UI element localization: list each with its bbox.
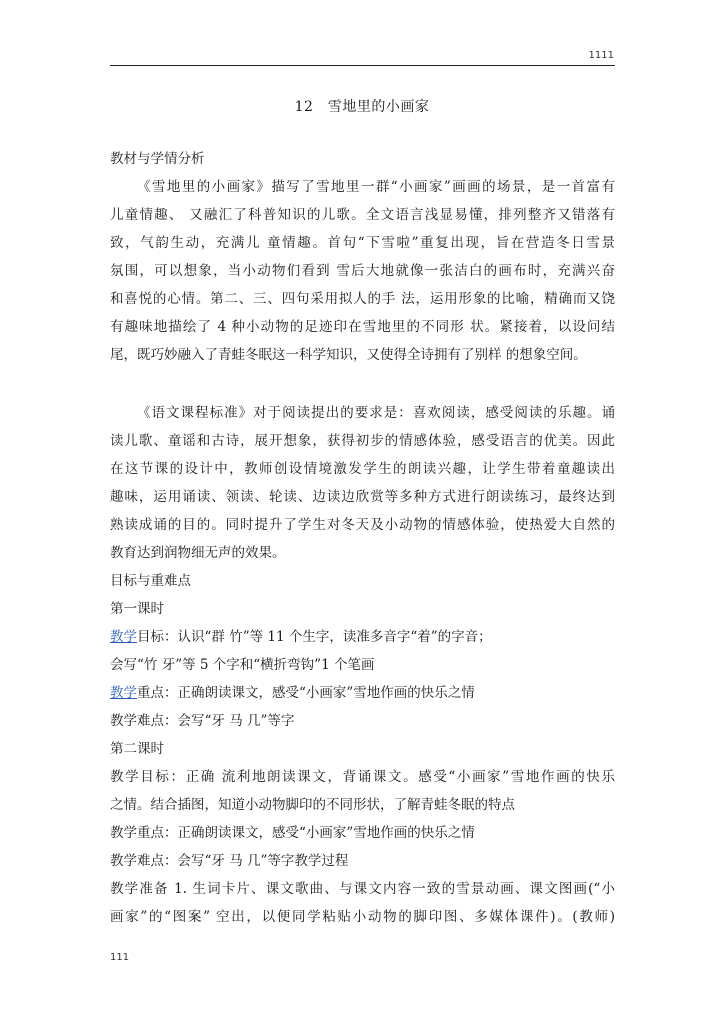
lesson1-goal bbox=[110, 623, 615, 651]
paragraph-line: 趣味，运用诵读、领读、轮读、边读边欣赏等多种方式进行朗读练习，最终达到 bbox=[110, 489, 615, 505]
body-content bbox=[110, 145, 615, 931]
footer-page-code: 111 bbox=[110, 952, 130, 963]
lesson2-prep-line1: 教学准备 1. 生词卡片、课文歌曲、与课文内容一致的雪景动画、课文图画(“小 bbox=[110, 881, 615, 897]
paragraph-line: 《雪地里的小画家》描写了雪地里一群“小画家”画画的场景，是一首富有 bbox=[137, 179, 615, 195]
paragraph-line: 读儿歌、童谣和古诗，展开想象，获得初步的情感体验，感受语言的优美。因此 bbox=[110, 433, 615, 449]
paragraph-line: 致，气韵生动，充满儿 童情趣。首句“下雪啦”重复出现，旨在营造冬日雪景 bbox=[110, 235, 615, 251]
lesson-title: 12 雪地里的小画家 bbox=[294, 99, 430, 115]
lesson2-key: 教学重点：正确朗读课文，感受“小画家”雪地作画的快乐之情 bbox=[110, 825, 475, 841]
paragraph-line: 在这节课的设计中，教师创设情境激发学生的朗读兴趣，让学生带着童趣读出 bbox=[110, 461, 615, 477]
paragraph-line: 《语文课程标准》对于阅读提出的要求是：喜欢阅读，感受阅读的乐趣。诵 bbox=[137, 405, 615, 421]
teaching-link[interactable]: 教学 bbox=[110, 685, 137, 701]
lesson1-goal-text: 目标：认识“群 竹”等 11 个生字，读准多音字“着”的字音； bbox=[137, 629, 492, 645]
paragraph-gap bbox=[110, 369, 615, 399]
lesson2-label: 第二课时 bbox=[110, 741, 164, 757]
lesson2-goal-line2: 之情。结合插图，知道小动物脚印的不同形状，了解青蛙冬眠的特点 bbox=[110, 797, 515, 813]
analysis-paragraph-1 bbox=[110, 173, 615, 369]
teaching-link[interactable]: 教学 bbox=[110, 629, 137, 645]
paragraph-line: 有趣味地描绘了 4 种小动物的足迹印在雪地里的不同形 状。紧接着，以设问结 bbox=[110, 319, 615, 335]
lesson2-difficulty: 教学难点：会写“牙 马 几”等字教学过程 bbox=[110, 853, 349, 869]
paragraph-line: 氛围，可以想象，当小动物们看到 雪后大地就像一张洁白的画布时，充满兴奋 bbox=[110, 263, 615, 279]
paragraph-line: 和喜悦的心情。第二、三、四句采用拟人的手 法，运用形象的比喻，精确而又饶 bbox=[110, 291, 615, 307]
lesson1-goal-line2: 会写“竹 牙”等 5 个字和“横折弯钩”1 个笔画 bbox=[110, 657, 375, 673]
lesson1-key bbox=[110, 679, 615, 707]
paragraph-line: 尾，既巧妙融入了青蛙冬眠这一科学知识，又使得全诗拥有了别样 的想象空间。 bbox=[110, 347, 587, 363]
lesson2-goal-line1: 教学目标：正确 流利地朗读课文，背诵课文。感受“小画家”雪地作画的快乐 bbox=[110, 769, 615, 785]
section-heading-goals: 目标与重难点 bbox=[110, 573, 191, 589]
paragraph-line: 教育达到润物细无声的效果。 bbox=[110, 545, 286, 561]
header-page-code: 1111 bbox=[588, 50, 614, 61]
lesson1-label: 第一课时 bbox=[110, 601, 164, 617]
lesson1-difficulty: 教学难点：会写“牙 马 几”等字 bbox=[110, 713, 295, 729]
paragraph-line: 儿童情趣、 又融汇了科普知识的儿歌。全文语言浅显易懂，排列整齐又错落有 bbox=[110, 207, 615, 223]
lesson2-prep-line2: 画家”的“图案” 空出，以便同学粘贴小动物的脚印图、多媒体课件)。(教师) bbox=[110, 909, 615, 925]
analysis-paragraph-2 bbox=[110, 399, 615, 567]
paragraph-line: 熟读成诵的目的。同时提升了学生对冬天及小动物的情感体验，使热爱大自然的 bbox=[110, 517, 615, 533]
lesson1-key-text: 重点：正确朗读课文，感受“小画家”雪地作画的快乐之情 bbox=[137, 685, 475, 701]
section-heading-analysis: 教材与学情分析 bbox=[110, 151, 205, 167]
header-rule bbox=[110, 65, 615, 66]
